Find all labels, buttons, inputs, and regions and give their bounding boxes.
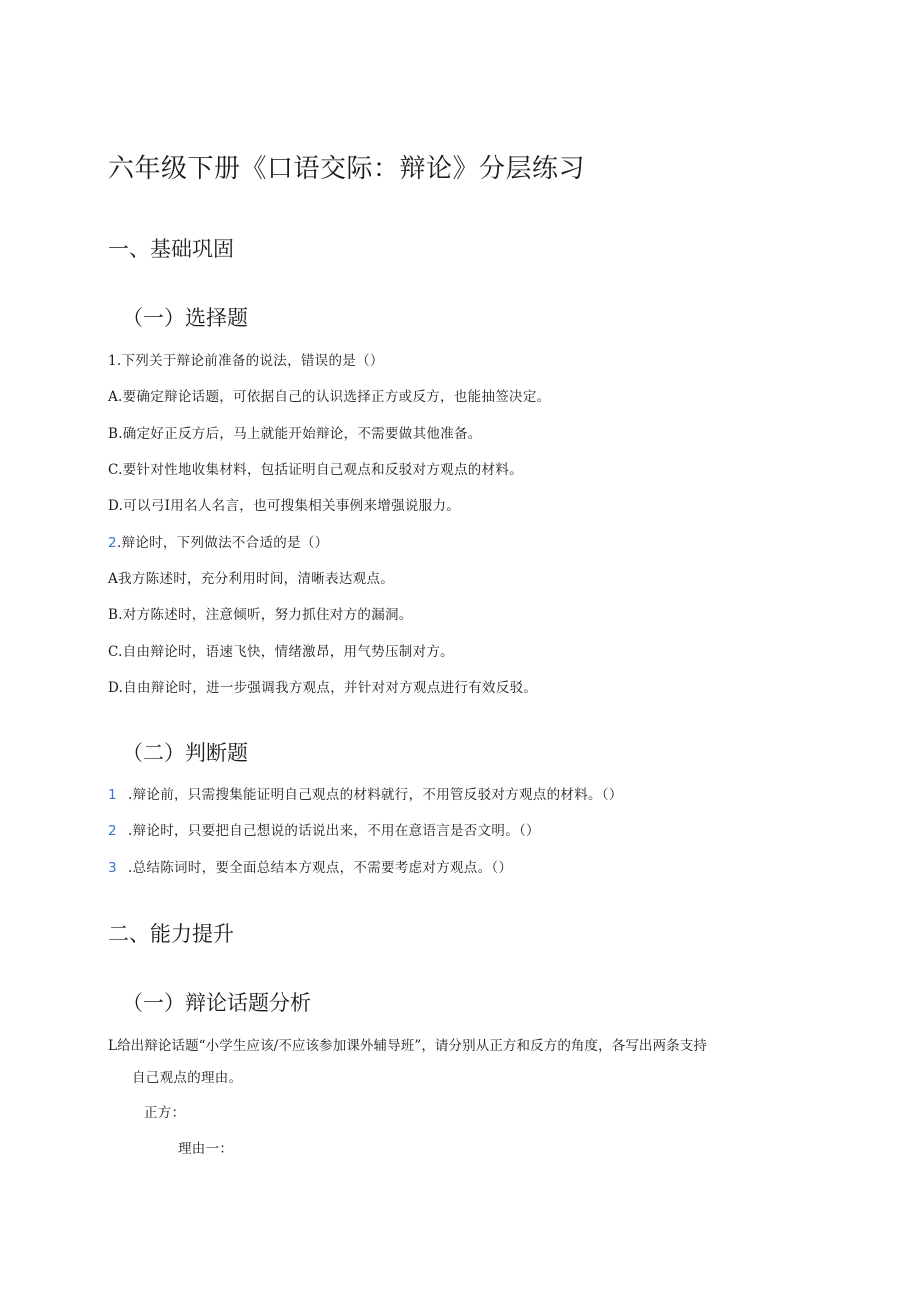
- judge-item-1: [108, 783, 623, 803]
- question-2-option-a: A我方陈述时，充分利用时间，清晰表达观点。: [108, 571, 395, 587]
- question-1-option-d: D.可以弓I用名人名言，也可搜集相关事例来增强说服力。: [108, 498, 461, 514]
- question-2-stem: [108, 531, 328, 551]
- judge-item-2-number: 2: [108, 823, 117, 839]
- judge-item-1-number: 1: [108, 787, 117, 803]
- analysis-question-line-2: 自己观点的理由。: [132, 1070, 243, 1086]
- analysis-question-line-1: L给出辩论话题“小学生应该/不应该参加课外辅导班”，请分别从正方和反方的角度，各写出两条支持: [108, 1038, 707, 1054]
- question-1-option-b: B.确定好正反方后，马上就能开始辩论，不需要做其他准备。: [108, 426, 482, 442]
- judge-item-3: [108, 856, 512, 876]
- side-label-affirmative: 正方：: [144, 1105, 186, 1121]
- question-1-stem: 1.下列关于辩论前准备的说法，错误的是（）: [108, 353, 384, 369]
- subsection-heading-choice: （一）选择题: [122, 306, 248, 330]
- question-1-option-a: A.要确定辩论话题，可依据自己的认识选择正方或反方，也能抽签决定。: [108, 389, 551, 405]
- question-2-text: .辩论时，下列做法不合适的是（）: [116, 535, 329, 551]
- section-heading-ability: 二、能力提升: [108, 922, 234, 946]
- question-2-option-c: C.自由辩论时，语速飞快，情绪激昂，用气势压制对方。: [108, 644, 454, 660]
- judge-item-2-text: .辩论时，只要把自己想说的话说出来，不用在意语言是否文明。（）: [128, 823, 540, 839]
- page-title: 六年级下册《口语交际：辩论》分层练习: [108, 154, 586, 184]
- section-heading-basic: 一、基础巩固: [108, 237, 234, 261]
- question-2-option-d: D.自由辩论时，进一步强调我方观点，并针对对方观点进行有效反驳。: [108, 680, 538, 696]
- subsection-heading-analysis: （一）辩论话题分析: [122, 991, 311, 1015]
- judge-item-2: [108, 819, 540, 839]
- question-2-option-b: B.对方陈述时，注意倾听，努力抓住对方的漏洞。: [108, 607, 413, 623]
- question-1-option-c: C.要针对性地收集材料，包括证明自己观点和反驳对方观点的材料。: [108, 462, 523, 478]
- subsection-heading-judge: （二）判断题: [122, 741, 248, 765]
- judge-item-1-text: .辩论前，只需搜集能证明自己观点的材料就行，不用管反驳对方观点的材料。（）: [128, 787, 623, 803]
- question-2-number: 2: [108, 535, 117, 551]
- judge-item-3-number: 3: [108, 860, 117, 876]
- reason-label-1: 理由一：: [178, 1141, 234, 1157]
- judge-item-3-text: .总结陈词时，要全面总结本方观点，不需要考虑对方观点。（）: [128, 860, 513, 876]
